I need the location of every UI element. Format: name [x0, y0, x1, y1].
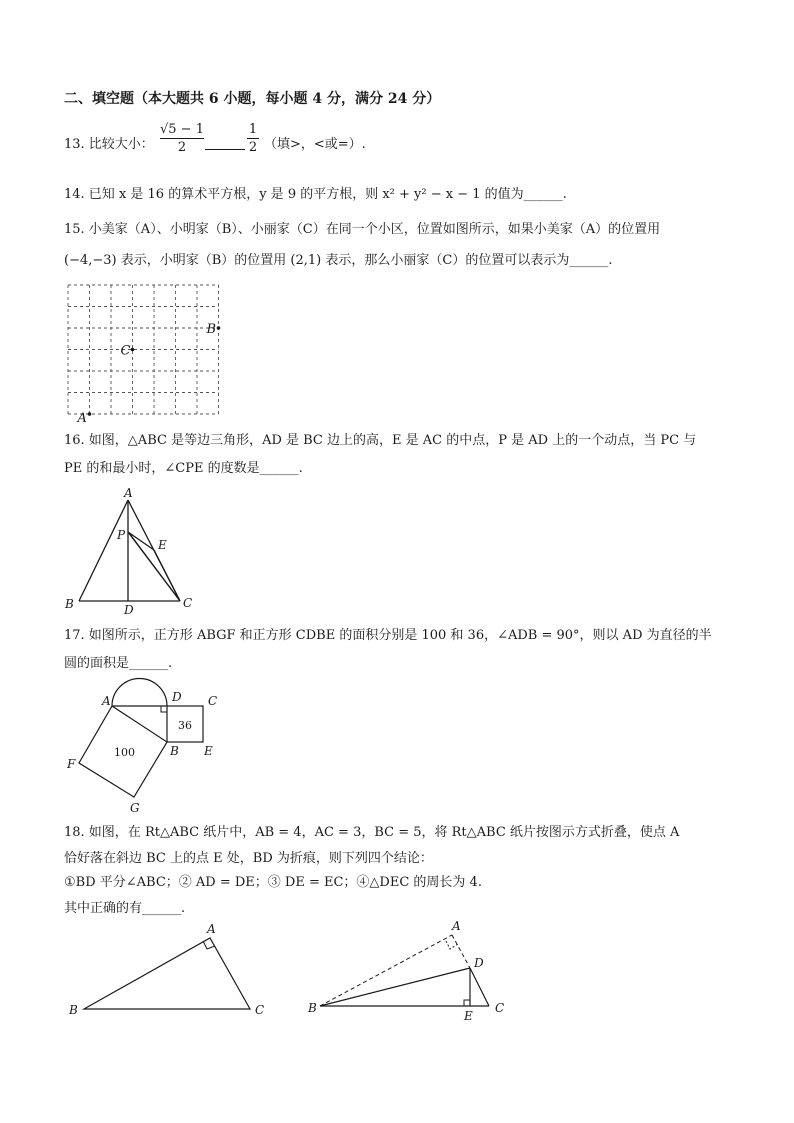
q16-line2: PE 的和最小时，∠CPE 的度数是______. — [64, 461, 303, 476]
q16-label-e: E — [158, 538, 167, 552]
q13-fraction-right-denominator: 2 — [248, 140, 258, 155]
q18-segment-dc — [470, 968, 489, 1006]
section-header: 二、填空题（本大题共 6 小题，每小题 4 分，满分 24 分） — [64, 91, 441, 107]
q18-right-label-c: C — [495, 1001, 505, 1015]
q17-area-big: 100 — [114, 746, 135, 759]
q18-line3: ①BD 平分∠ABC；② AD = DE；③ DE = EC；④△DEC 的周长为 4. — [64, 875, 482, 890]
q18-line2: 恰好落在斜边 BC 上的点 E 处，BD 为折痕，则下列四个结论： — [64, 851, 433, 866]
q18-left-label-b: B — [69, 1003, 78, 1017]
q13-fraction-left-numerator: √5 − 1 — [160, 122, 204, 137]
q18-line1: 18. 如图，在 Rt△ABC 纸片中，AB = 4，AC = 3，BC = 5，将 Rt△ABC 纸片按图示方式折叠，使点 A — [64, 825, 680, 840]
q18-right-label-d: D — [474, 956, 484, 970]
q16-label-a: A — [124, 486, 133, 500]
q16-line1: 16. 如图，△ABC 是等边三角形，AD 是 BC 边上的高，E 是 AC 的中点，P 是 AD 上的一个动点，当 PC 与 — [64, 433, 697, 448]
q15-label-b: B — [206, 322, 217, 337]
q18-line4: 其中正确的有______. — [64, 901, 186, 916]
q14-text: 14. 已知 x 是 16 的算术平方根，y 是 9 的平方根，则 x² + y² − x − 1 的值为______. — [64, 187, 567, 202]
q15-label-c: C — [120, 343, 131, 359]
q13-prefix: 13. 比较大小： — [64, 137, 154, 152]
q15-label-a: A — [77, 411, 87, 426]
q16-label-b: B — [65, 597, 74, 611]
q18-dashed-ad — [452, 935, 470, 968]
q18-fold-bd — [320, 968, 470, 1006]
q17-label-a: A — [102, 694, 111, 708]
q18-right-label-a: A — [452, 919, 461, 933]
q18-left-label-a: A — [207, 922, 216, 936]
q17-label-b: B — [170, 744, 179, 758]
q13-suffix: （填>，<或=）. — [264, 137, 366, 152]
q13-fraction-left-denominator: 2 — [177, 140, 187, 155]
q18-left-label-c: C — [255, 1003, 265, 1017]
q17-label-d: D — [172, 690, 182, 704]
q17-label-c: C — [208, 694, 218, 708]
q16-label-c: C — [183, 596, 193, 610]
q18-right-label-b: B — [308, 1001, 317, 1015]
q17-line1: 17. 如图所示，正方形 ABGF 和正方形 CDBE 的面积分别是 100 和 36，∠ADB = 90°，则以 AD 为直径的半 — [64, 628, 712, 643]
q17-area-small: 36 — [178, 719, 192, 732]
q17-label-g: G — [130, 801, 140, 815]
q17-line2: 圆的面积是______. — [64, 656, 173, 671]
q18-right-label-e: E — [464, 1009, 473, 1023]
q16-label-p: P — [117, 528, 126, 542]
q18-dashed-ba — [320, 935, 452, 1006]
q17-label-e: E — [204, 744, 213, 758]
q15-line1: 15. 小美家（A）、小明家（B）、小丽家（C）在同一个小区，位置如图所示，如果小美家（A）的位置用 — [64, 222, 661, 237]
q16-label-d: D — [124, 603, 134, 617]
q15-line2: (−4,−3) 表示，小明家（B）的位置用 (2,1) 表示，那么小丽家（C）的位置可以表示为______. — [64, 253, 613, 268]
q18-right-angle-mark-e — [464, 1000, 470, 1006]
q17-label-f: F — [67, 757, 76, 771]
q13-fraction-right-numerator: 1 — [248, 122, 258, 137]
